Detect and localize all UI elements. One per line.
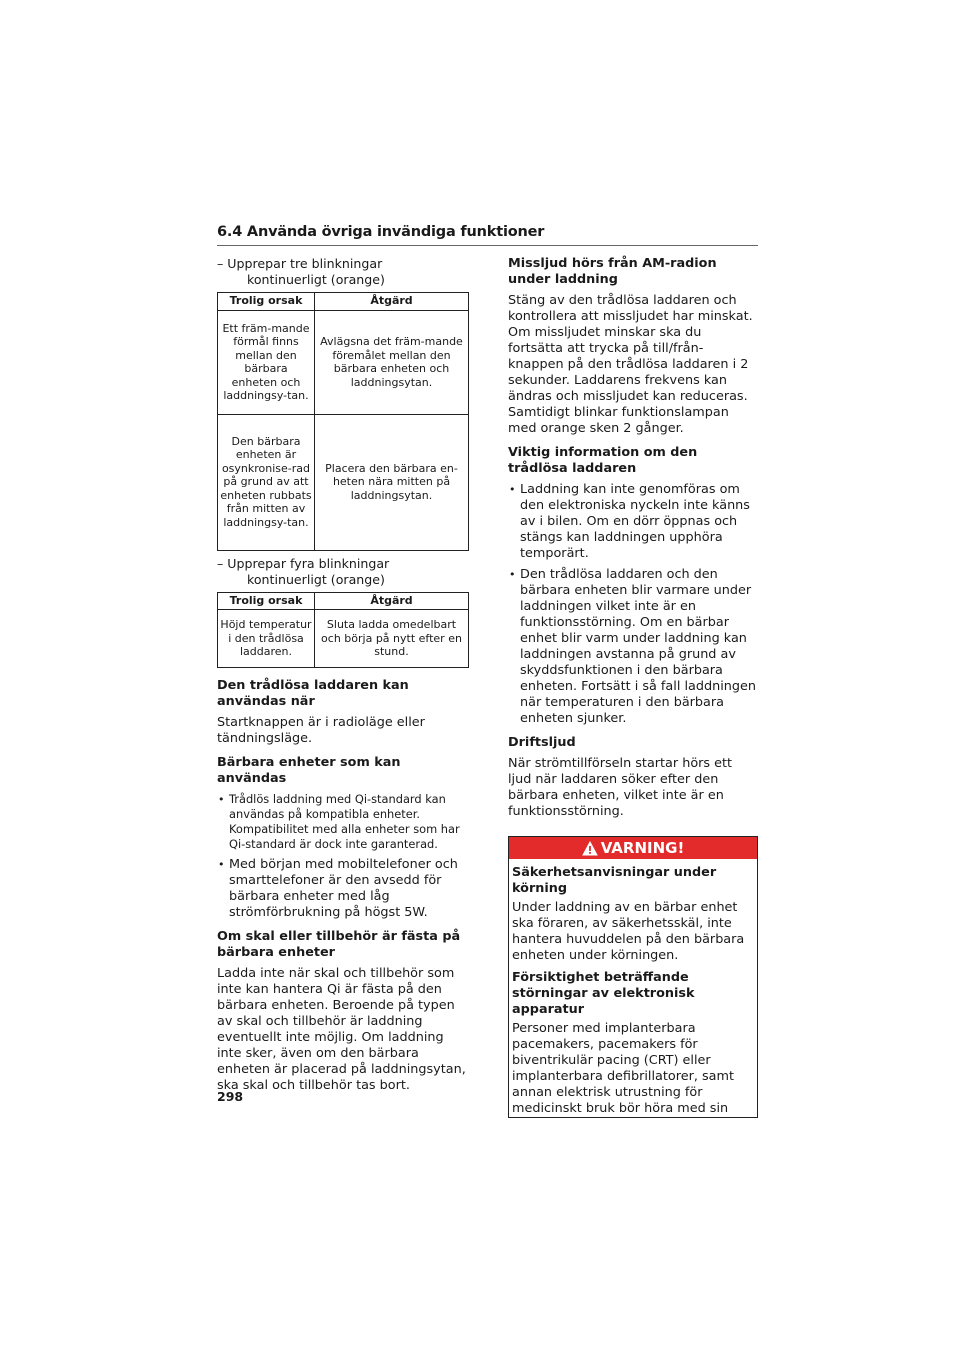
sub-line: – Upprepar tre blinkningar <box>217 256 383 271</box>
right-column <box>508 256 758 1118</box>
heading-usable-devices: Bärbara enheter som kan användas <box>217 755 401 786</box>
sub-heading-three-blinks <box>217 256 469 288</box>
column-header-cause: Trolig orsak <box>218 592 315 610</box>
table-header-row <box>218 592 469 610</box>
warning-header <box>509 837 757 859</box>
warning-heading-interference: Försiktighet beträffande störningar av elektronisk apparatur <box>512 970 695 1017</box>
cause-cell: Den bärbara enheten är osynkronise-rad på grund av att enheten rubbats från mitten av laddningsy-tan. <box>218 414 315 550</box>
warning-heading-driving: Säkerhetsanvisningar under körning <box>512 865 717 896</box>
sub-heading-four-blinks <box>217 556 469 588</box>
list-item: • Laddning kan inte genomföras om den elektroniska nyckeln inte känns av i bilen. Om en dörr öppnas och stängs kan laddningen upphöra temporärt. <box>508 482 758 562</box>
action-cell: Sluta ladda omedelbart och börja på nytt efter en stund. <box>315 610 469 668</box>
list-item: • Med början med mobiltelefoner och smarttelefoner är den avsedd för bärbara enheter med låg strömförbrukning på högst 5W. <box>217 857 469 921</box>
heading-usable-when: Den trådlösa laddaren kan användas när <box>217 678 409 709</box>
list-item: • Den trådlösa laddaren och den bärbara enheten blir varmare under laddningen vilket inte är en funktionsstörning. Om en bärbar enhet blir varm under laddning kan laddningen avstanna på grund av skyddsfunktionen i den bärbara enheten. Fortsätt i så fall laddningen när temperaturen i den bärbara enheten sjunker. <box>508 567 758 727</box>
cause-table-1 <box>217 292 469 551</box>
cause-table-2 <box>217 592 469 669</box>
sub-line: kontinuerligt (orange) <box>247 571 385 587</box>
paragraph-operating-sound: När strömtillförseln startar hörs ett ljud när laddaren söker efter den bärbara enheten, vilket inte är en funktionsstörning. <box>508 756 733 819</box>
heading-important-info: Viktig information om den trådlösa laddaren <box>508 445 698 476</box>
list-item: • Trådlös laddning med Qi-standard kan användas på kompatibla enheter. Kompatibilitet med alla enheter som har Qi-standard är dock inte garanterad. <box>217 792 469 852</box>
column-header-cause: Trolig orsak <box>218 293 315 311</box>
paragraph-cases-accessories: Ladda inte när skal och tillbehör som inte kan hantera Qi är fästa på den bärbara enheten. Beroende på typen av skal och tillbehör är laddning eventuellt inte möjlig. Om laddning inte sker, även om den bärbara enheten är placerad på laddningsytan, ska skal och tillbehör tas bort. <box>217 966 466 1093</box>
column-header-action: Åtgärd <box>315 293 469 311</box>
action-cell: Avlägsna det främ-mande föremålet mellan den bärbara enheten och laddningsytan. <box>315 310 469 414</box>
warning-paragraph-interference: Personer med implanterbara pacemakers, pacemakers för biventrikulär pacing (CRT) eller implanterbara defibrillatorer, samt annan elektrisk utrustning för medicinskt bruk bör höra med sin <box>512 1021 734 1116</box>
warning-title: VARNING! <box>600 839 685 857</box>
heading-operating-sound: Driftsljud <box>508 735 576 750</box>
paragraph-usable-when: Startknappen är i radioläge eller tändningsläge. <box>217 715 425 746</box>
table-row <box>218 610 469 668</box>
cause-cell: Höjd temperatur i den trådlösa laddaren. <box>218 610 315 668</box>
warning-paragraph-driving: Under laddning av en bärbar enhet ska föraren, av säkerhetsskäl, inte hantera huvuddelen på den bärbara enheten under körningen. <box>512 900 745 963</box>
column-header-action: Åtgärd <box>315 592 469 610</box>
action-cell: Placera den bärbara en-heten nära mitten på laddningsytan. <box>315 414 469 550</box>
paragraph-am-noise: Stäng av den trådlösa laddaren och kontrollera att missljudet har minskat. Om missljudet minskar ska du fortsätta att trycka på till/från-knappen på den trådlösa laddaren i 2 sekunder. Laddarens frekvens kan ändras och missljudet kan reduceras. Samtidigt blinkar funktionslampan med orange sken 2 gånger. <box>508 293 753 436</box>
section-title: 6.4 Använda övriga invändiga funktioner <box>217 224 545 240</box>
sub-line: – Upprepar fyra blinkningar <box>217 555 390 571</box>
sub-line: kontinuerligt (orange) <box>247 272 385 287</box>
table-row <box>218 414 469 550</box>
table-header-row <box>218 293 469 311</box>
table-row <box>218 310 469 414</box>
cause-cell: Ett främ-mande förmål finns mellan den bärbara enheten och laddningsy-tan. <box>218 310 315 414</box>
warning-triangle-icon <box>582 839 601 857</box>
page-number: 298 <box>217 1089 244 1104</box>
warning-box <box>508 836 758 1118</box>
warning-body <box>509 859 757 1117</box>
heading-am-noise: Missljud hörs från AM-radion under laddning <box>508 256 717 287</box>
left-column <box>217 256 469 1100</box>
heading-cases-accessories: Om skal eller tillbehör är fästa på bärbara enheter <box>217 929 461 960</box>
bullet-list-devices <box>217 792 469 921</box>
bullet-list-important <box>508 482 758 727</box>
header-divider <box>217 245 758 246</box>
